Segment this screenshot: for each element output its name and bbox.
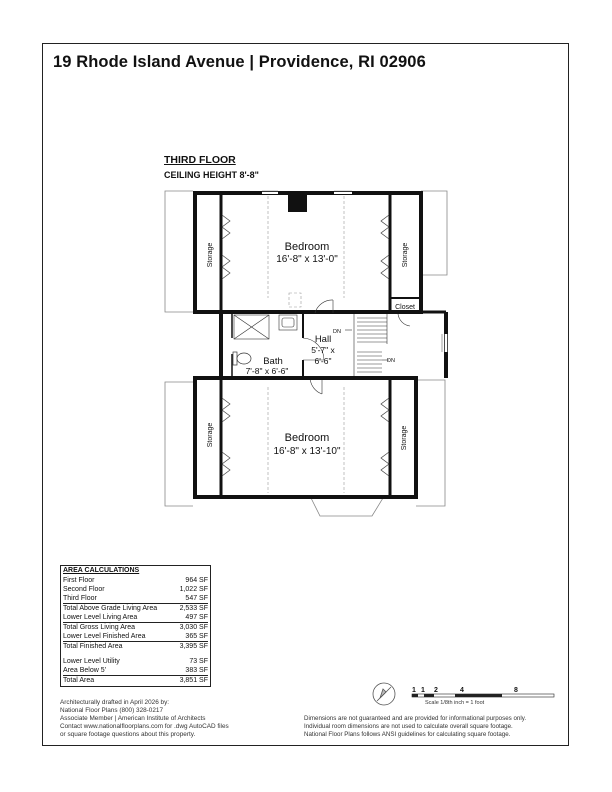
stair-dn-upper: DN <box>333 329 341 335</box>
area-row <box>63 594 208 604</box>
footer-disclaimer <box>304 715 526 739</box>
area-row-label: Total Gross Living Area <box>63 624 135 631</box>
area-table-title: AREA CALCULATIONS <box>63 567 140 574</box>
area-row-label: Lower Level Living Area <box>63 614 138 621</box>
area-row-label: Total Above Grade Living Area <box>63 605 158 612</box>
bedroom2-dims: 16'-8" x 13'-10" <box>273 446 341 457</box>
bedroom1-dims: 16'-8" x 13'-0" <box>276 254 338 265</box>
area-row-label: Total Area <box>63 677 95 684</box>
sink <box>279 315 297 330</box>
closet-label: Closet <box>395 304 415 311</box>
scale-num-1a: 1 <box>412 687 416 694</box>
area-row-label: Second Floor <box>63 586 105 593</box>
footer-right-line: Dimensions are not guaranteed and are provided for informational purposes only. <box>304 715 527 722</box>
area-row-label: Area Below 5' <box>63 667 106 674</box>
hall-name: Hall <box>314 334 332 345</box>
area-row <box>63 642 208 651</box>
area-row-value: 964 SF <box>185 577 208 584</box>
stair-dn-lower: DN <box>387 358 395 364</box>
scale-bar <box>412 694 554 697</box>
footer-credits <box>60 699 229 739</box>
area-row <box>63 632 208 642</box>
bath-name: Bath <box>263 356 283 367</box>
floor-label: THIRD FLOOR <box>164 154 236 166</box>
area-row-value: 3,851 SF <box>179 677 208 684</box>
area-row-label: Total Finished Area <box>63 643 123 650</box>
area-row <box>63 585 208 594</box>
closet-door-swing <box>398 314 410 326</box>
chimney <box>288 193 307 212</box>
compass-icon <box>373 683 395 705</box>
storage-lower-right: Storage <box>401 425 408 451</box>
area-row-value: 2,533 SF <box>179 605 208 612</box>
ceiling-height: CEILING HEIGHT 8'-8" <box>164 170 259 180</box>
storage-upper-right: Storage <box>402 242 409 268</box>
toilet <box>233 352 251 365</box>
footer-left-line: Architecturally drafted in April 2026 by: <box>60 699 170 706</box>
footer-left-line: or square footage questions about this property. <box>60 731 196 738</box>
scale-caption: Scale 1/8th inch = 1 foot <box>425 700 485 706</box>
area-row-value: 365 SF <box>185 633 208 640</box>
area-row <box>63 604 208 613</box>
area-row-value: 3,030 SF <box>179 624 208 631</box>
scale-num-1b: 1 <box>421 687 425 694</box>
storage-upper-left: Storage <box>207 242 214 268</box>
bedroom2-name: Bedroom <box>284 432 330 444</box>
area-row <box>63 623 208 632</box>
area-row <box>63 676 208 685</box>
area-row <box>63 657 208 666</box>
area-row-value: 383 SF <box>185 667 208 674</box>
shower <box>234 315 269 339</box>
area-calculations-table <box>60 565 211 687</box>
bedroom1-name: Bedroom <box>284 241 330 253</box>
area-row <box>63 613 208 623</box>
footer-right-line: National Floor Plans follows ANSI guidelines for calculating square footage. <box>304 731 511 738</box>
area-row-label: Third Floor <box>63 595 97 602</box>
hall-dims-line1: 5'-7" x <box>311 345 335 355</box>
area-row-label: First Floor <box>63 577 95 584</box>
area-row-value: 73 SF <box>189 658 208 665</box>
hall-dims-line2: 6'-6" <box>314 356 332 366</box>
hall-door-swing-bottom <box>310 378 322 394</box>
scale-num-4: 4 <box>460 687 464 694</box>
scale-num-2: 2 <box>434 687 438 694</box>
bath-dims: 7'-8" x 6'-6" <box>245 366 289 376</box>
area-row-label: Lower Level Utility <box>63 658 120 665</box>
area-row-value: 3,395 SF <box>179 643 208 650</box>
stairs <box>345 314 389 376</box>
footer-left-line: National Floor Plans (800) 328-0217 <box>60 707 164 714</box>
area-row-value: 497 SF <box>185 614 208 621</box>
area-row <box>63 576 208 585</box>
area-row <box>63 666 208 676</box>
storage-lower-left: Storage <box>207 422 214 448</box>
area-row-value: 1,022 SF <box>179 586 208 593</box>
footer-left-line: Contact www.nationalfloorplans.com for .dwg AutoCAD files <box>60 723 229 730</box>
area-row-label: Lower Level Finished Area <box>63 633 146 640</box>
footer-left-line: Associate Member | American Institute of Architects <box>60 715 206 722</box>
roof-outline <box>165 191 447 516</box>
scale-num-8: 8 <box>514 687 518 694</box>
footer-right-line: Individual room dimensions are not used to calculate overall square footage. <box>304 723 513 730</box>
area-row-value: 547 SF <box>185 595 208 602</box>
property-address: 19 Rhode Island Avenue | Providence, RI 02906 <box>53 53 426 71</box>
